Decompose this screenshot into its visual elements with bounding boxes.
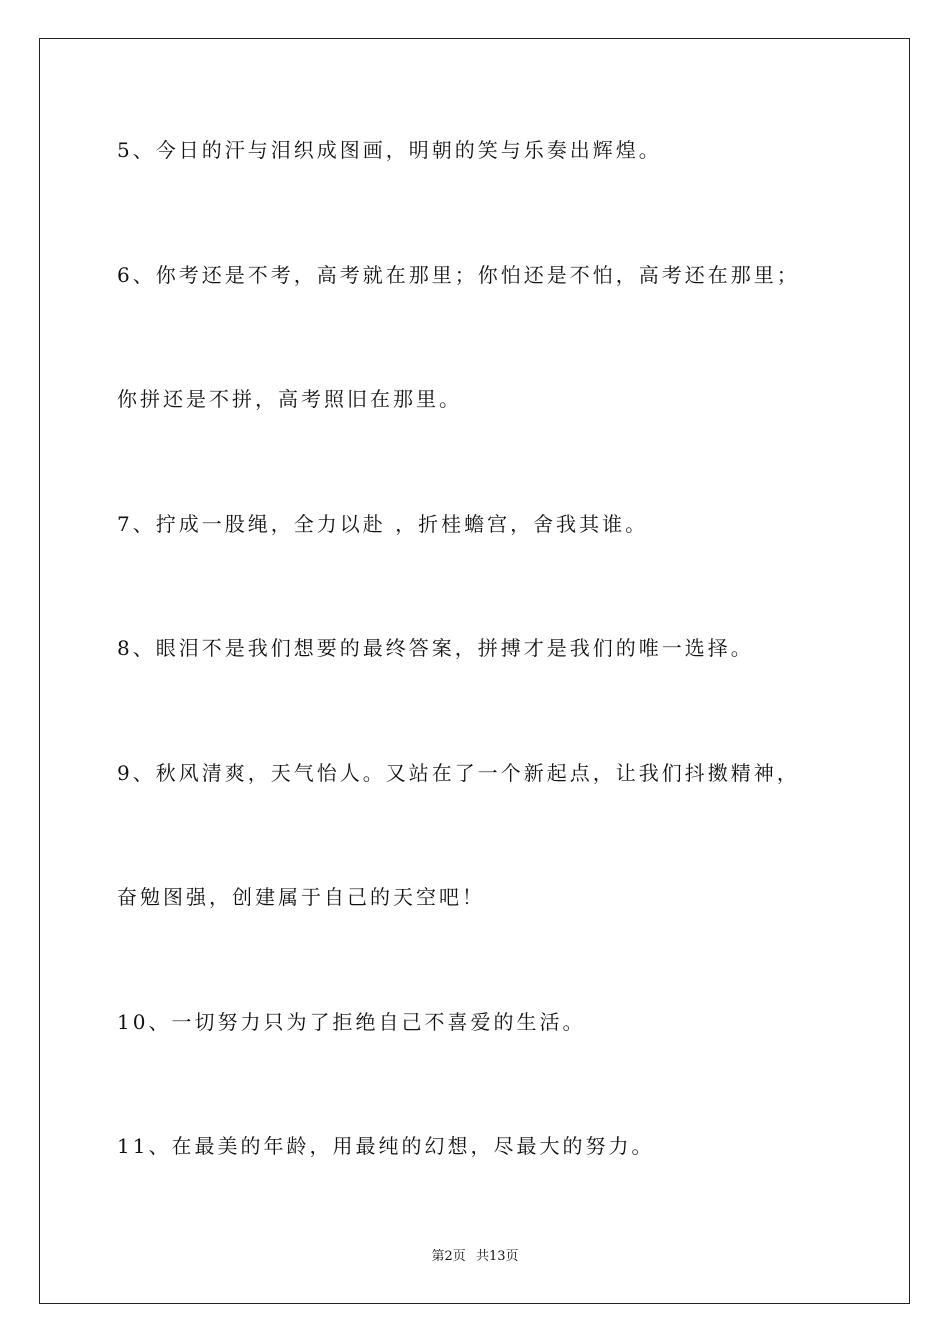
text-line: 8、眼泪不是我们想要的最终答案，拼搏才是我们的唯一选择。	[117, 636, 754, 660]
text-line: 11、在最美的年龄，用最纯的幻想，尽最大的努力。	[117, 1134, 655, 1158]
text-line: 10、一切努力只为了拒绝自己不喜爱的生活。	[117, 1010, 586, 1034]
text-line: 6、你考还是不考，高考就在那里；你怕还是不怕，高考还在那里；	[117, 263, 800, 287]
page-footer	[0, 1249, 950, 1265]
text-line: 9、秋风清爽，天气怡人。又站在了一个新起点，让我们抖擞精神，	[117, 761, 800, 785]
text-line: 你拼还是不拼，高考照旧在那里。	[117, 387, 462, 411]
text-line: 7、拧成一股绳，全力以赴 ，折桂蟾宫，舍我其谁。	[117, 512, 649, 536]
page-number: 第2页	[431, 1249, 466, 1264]
page-border	[39, 38, 910, 1304]
page-total: 共13页	[475, 1249, 519, 1264]
text-line: 奋勉图强，创建属于自己的天空吧！	[117, 885, 485, 909]
text-line: 5、今日的汗与泪织成图画，明朝的笑与乐奏出辉煌。	[117, 138, 662, 162]
